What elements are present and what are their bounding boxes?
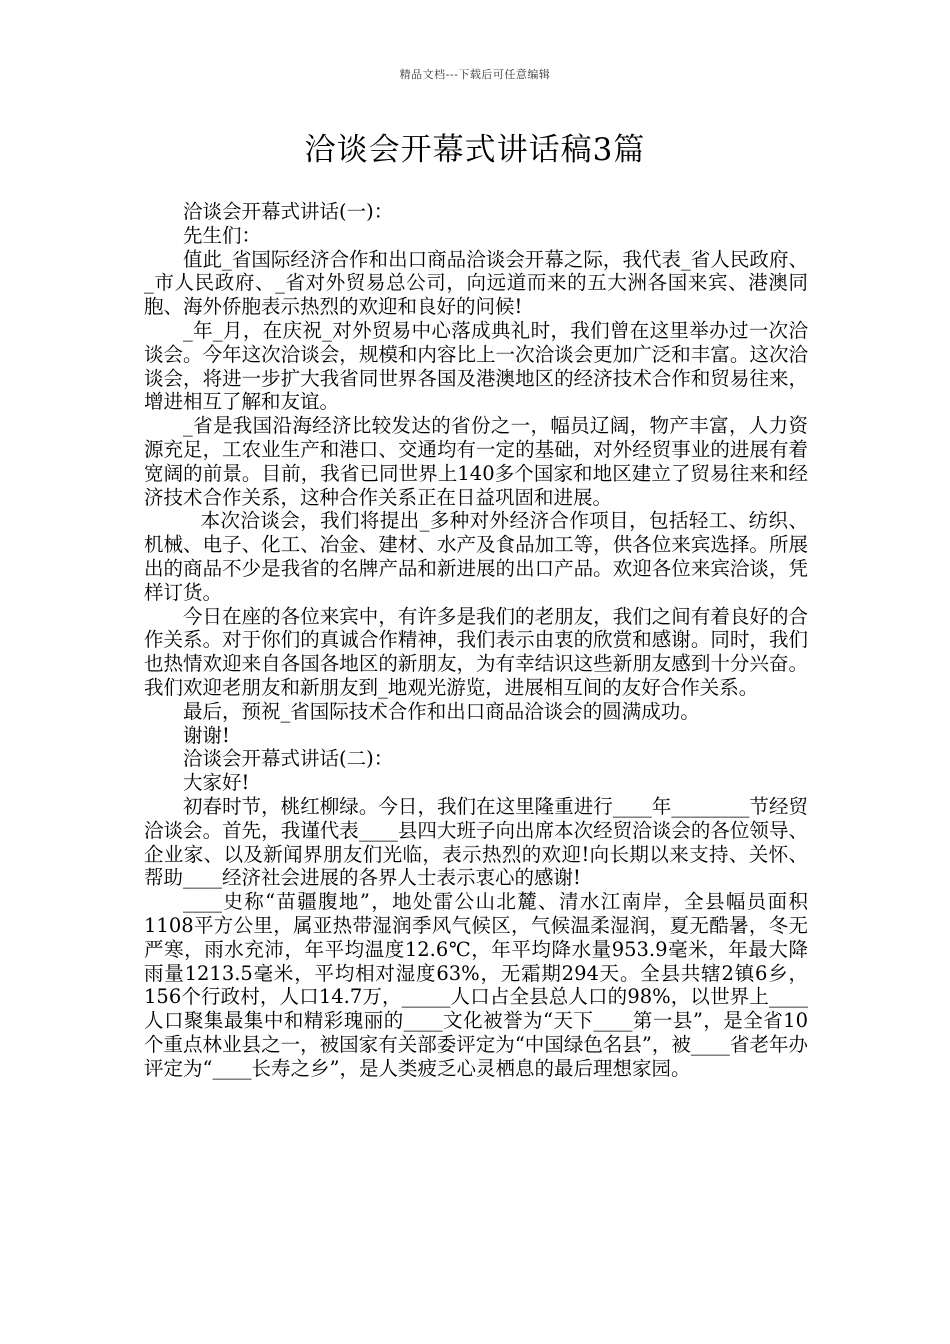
document-body bbox=[144, 200, 808, 1080]
paragraph: 最后，预祝_省国际技术合作和出口商品洽谈会的圆满成功。 bbox=[183, 699, 700, 723]
paragraph: 今日在座的各位来宾中，有许多是我们的老朋友，我们之间有着良好的合作关系。对于你们的真诚合作精神，我们表示由衷的欣赏和感谢。同时，我们也热情欢迎来自各国各地区的新朋友，为有幸结识这些新朋友感到十分兴奋。我们欢迎老朋友和新朋友到_地观光游览，进展相互间的友好合作关系。 bbox=[144, 604, 808, 699]
paragraph: ____史称“苗疆腹地”，地处雷公山北麓、清水江南岸，全县幅员面积1108平方公里，属亚热带湿润季风气候区，气候温柔湿润，夏无酷暑，冬无严寒，雨水充沛，年平均温度12.6℃，年平均降水量953.9毫米，年最大降雨量1213.5毫米，平均相对湿度63%，无霜期294天。全县共辖2镇6乡，156个行政村，人口14.7万，_____人口占全县总人口的98%，以世界上____人口聚集最集中和精彩瑰丽的____文化被誉为“天下____第一县”，是全省10个重点林业县之一，被国家有关部委评定为“中国绿色名县”，被____省老年办评定为“____长寿之乡”，是人类疲乏心灵栖息的最后理想家园。 bbox=[144, 890, 808, 1080]
header-note: 精品文档---下载后可任意编辑 bbox=[399, 68, 551, 81]
paragraph: _年_月，在庆祝_对外贸易中心落成典礼时，我们曾在这里举办过一次洽谈会。今年这次洽谈会，规模和内容比上一次洽谈会更加广泛和丰富。这次洽谈会，将进一步扩大我省同世界各国及港澳地区的经济技术合作和贸易往来，增进相互了解和友谊。 bbox=[144, 318, 808, 414]
paragraph: 本次洽谈会，我们将提出_多种对外经济合作项目，包括轻工、纺织、机械、电子、化工、冶金、建材、水产及食品加工等，供各位来宾选择。所展出的商品不少是我省的名牌产品和新进展的出口产品。欢迎各位来宾洽谈，凭样订货。 bbox=[144, 509, 808, 604]
section-heading-1: 洽谈会开幕式讲话(一)： bbox=[183, 200, 394, 223]
paragraph: 初春时节，桃红柳绿。今日，我们在这里隆重进行____年________节经贸洽谈会。首先，我谨代表____县四大班子向出席本次经贸洽谈会的各位领导、企业家、以及新闻界朋友们光临，表示热烈的欢迎!向长期以来支持、关怀、帮助____经济社会进展的各界人士表示衷心的感谢! bbox=[144, 794, 808, 890]
salutation-1: 先生们： bbox=[183, 223, 262, 247]
paragraph: _省是我国沿海经济比较发达的省份之一，幅员辽阔，物产丰富，人力资源充足，工农业生产和港口、交通均有一定的基础，对外经贸事业的进展有着宽阔的前景。目前，我省已同世界上140多个国家和地区建立了贸易往来和经济技术合作关系，这种合作关系正在日益巩固和进展。 bbox=[144, 414, 808, 509]
document-title: 洽谈会开幕式讲话稿3篇 bbox=[304, 132, 646, 168]
paragraph: 值此_省国际经济合作和出口商品洽谈会开幕之际，我代表_省人民政府、_市人民政府、_省对外贸易总公司，向远道而来的五大洲各国来宾、港澳同胞、海外侨胞表示热烈的欢迎和良好的问候! bbox=[144, 247, 808, 319]
section-heading-2: 洽谈会开幕式讲话(二)： bbox=[183, 747, 394, 771]
closing-thanks: 谢谢! bbox=[183, 723, 230, 747]
salutation-2: 大家好! bbox=[183, 771, 250, 795]
